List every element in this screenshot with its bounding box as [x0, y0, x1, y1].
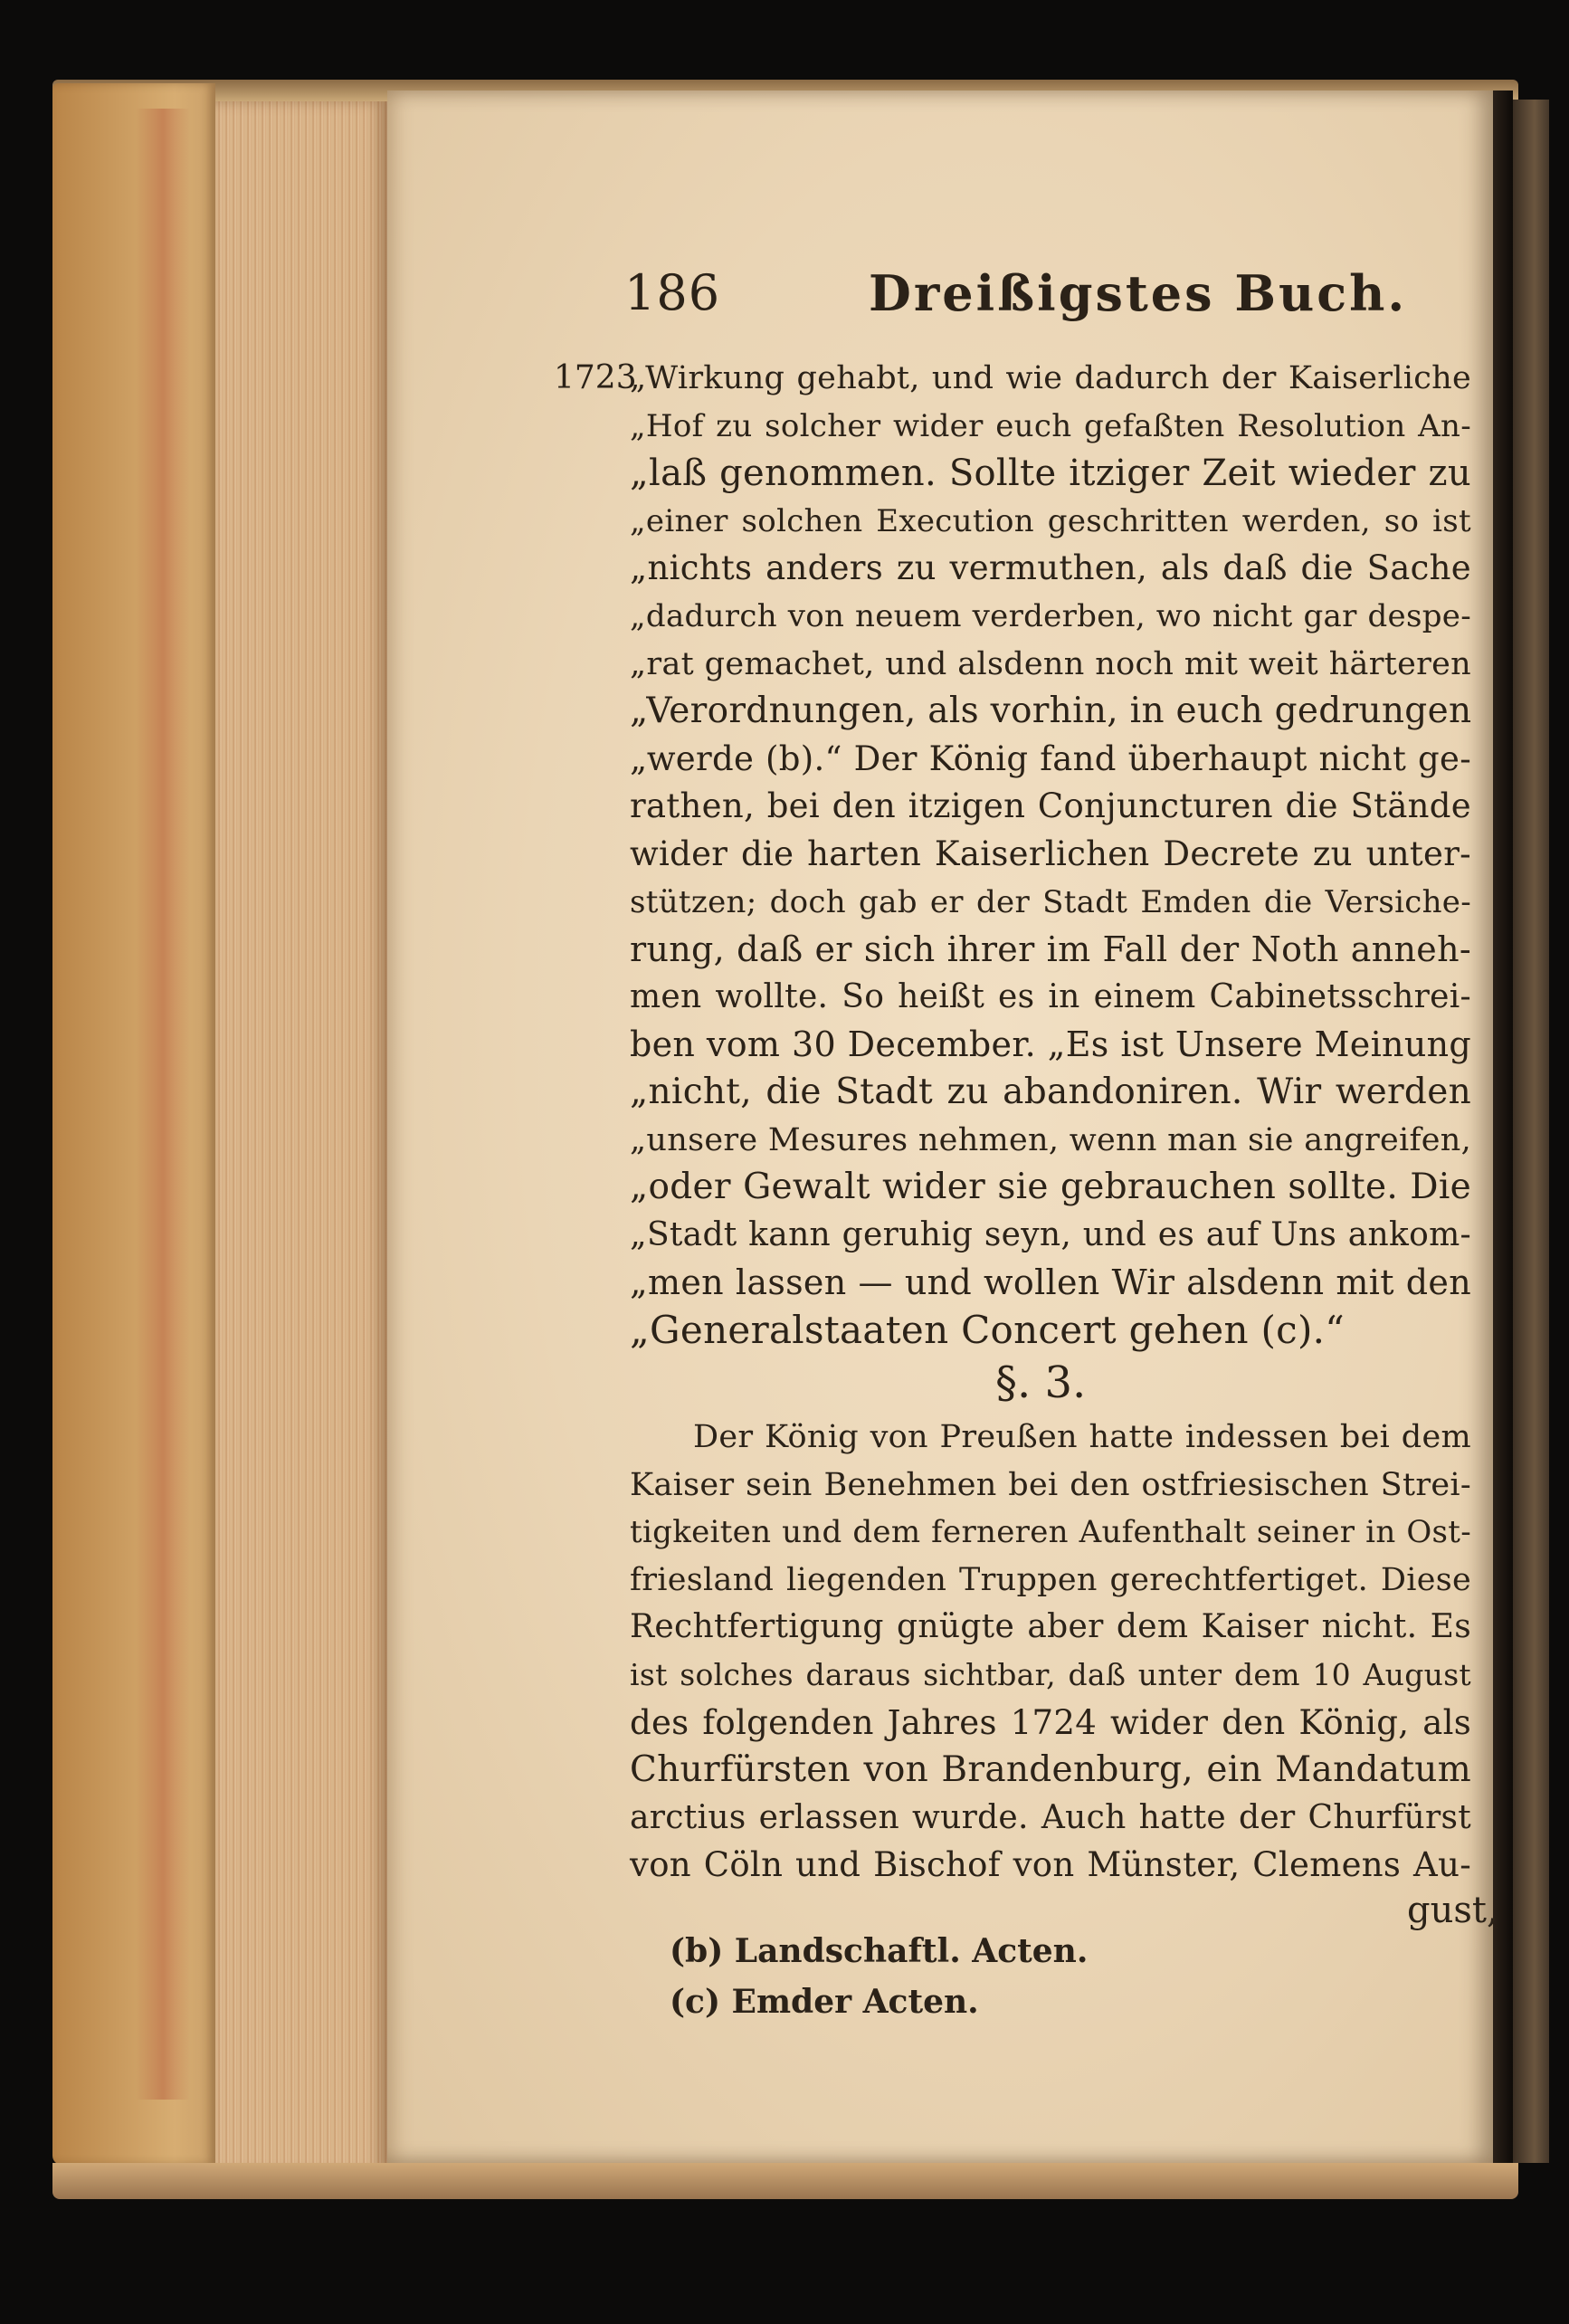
text-line: „rat gemachet, und alsdenn noch mit weit härteren: [630, 645, 1471, 682]
page-block-edges: [215, 101, 387, 2174]
text-line: ben vom 30 December. „Es ist Unsere Meinung: [630, 1024, 1471, 1065]
text-line: Kaiser sein Benehmen bei den ostfriesischen Strei-: [630, 1466, 1471, 1503]
section-mark: §. 3.: [995, 1357, 1087, 1408]
text-line: von Cöln und Bischof von Münster, Clemens Au-: [630, 1845, 1471, 1885]
text-line: rathen, bei den itzigen Conjuncturen die Stände: [630, 786, 1471, 826]
footnote: (b) Landschaftl. Acten.: [670, 1932, 1089, 1970]
text-line: „werde (b).“ Der König fand überhaupt nicht ge-: [630, 738, 1471, 778]
running-title: Dreißigstes Buch.: [869, 264, 1408, 322]
text-line: rung, daß er sich ihrer im Fall der Noth anneh-: [630, 929, 1471, 970]
text-line: tigkeiten und dem ferneren Aufenthalt seiner in Ost-: [630, 1514, 1471, 1551]
text-line: stützen; doch gab er der Stadt Emden die Versiche-: [630, 883, 1471, 920]
footnote: (c) Emder Acten.: [670, 1983, 979, 2021]
text-line: „dadurch von neuem verderben, wo nicht gar despe-: [630, 597, 1471, 634]
text-line: „laß genommen. Sollte itziger Zeit wieder zu: [630, 452, 1471, 495]
cover-stain: [136, 109, 190, 2100]
cover-bottom-edge: [52, 2163, 1518, 2199]
text-line: wider die harten Kaiserlichen Decrete zu unter-: [630, 833, 1471, 873]
text-line: men wollte. So heißt es in einem Cabinetsschrei-: [630, 977, 1471, 1015]
text-line: „Stadt kann geruhig seyn, und es auf Uns ankom-: [630, 1215, 1471, 1253]
text-line: „men lassen — und wollen Wir alsdenn mit den: [630, 1262, 1471, 1303]
text-line: „oder Gewalt wider sie gebrauchen sollte. Die: [630, 1167, 1471, 1208]
text-line: Churfürsten von Brandenburg, ein Mandatum: [630, 1749, 1471, 1791]
text-line: „Hof zu solcher wider euch gefaßten Resolution An-: [630, 407, 1471, 444]
text-line: friesland liegenden Truppen gerechtfertiget. Diese: [630, 1561, 1471, 1598]
text-line: „nicht, die Stadt zu abandoniren. Wir werden: [630, 1071, 1471, 1112]
book-cover: [52, 83, 215, 2165]
text-line: Rechtfertigung gnügte aber dem Kaiser nicht. Es: [630, 1608, 1471, 1646]
text-line: des folgenden Jahres 1724 wider den König, als: [630, 1702, 1471, 1742]
text-line: „Verordnungen, als vorhin, in euch gedrungen: [630, 691, 1472, 732]
footnotes: [670, 1926, 1088, 2027]
text-line: „unsere Mesures nehmen, wenn man sie angreifen,: [630, 1121, 1472, 1158]
text-line: „einer solchen Execution geschritten werden, so ist: [630, 502, 1471, 539]
page-gutter: [1493, 90, 1513, 2172]
catchword: gust,: [1407, 1890, 1498, 1931]
margin-year-text: 1723: [554, 359, 637, 396]
text-line: arctius erlassen wurde. Auch hatte der Churfürst: [630, 1798, 1471, 1836]
text-line: „Generalstaaten Concert gehen (c).“: [630, 1307, 1346, 1352]
margin-year: [554, 355, 637, 403]
text-line: Der König von Preußen hatte indessen bei dem: [693, 1419, 1471, 1455]
text-line: ist solches daraus sichtbar, daß unter dem 10 August: [630, 1656, 1471, 1692]
page-number: 186: [624, 264, 721, 321]
text-line: „nichts anders zu vermuthen, als daß die Sache: [630, 548, 1471, 588]
paragraph-2: [630, 1414, 1471, 1890]
paragraph-1: [630, 355, 1471, 1354]
facing-page-edge: [1513, 100, 1549, 2163]
text-line: „Wirkung gehabt, und wie dadurch der Kaiserliche: [630, 360, 1471, 396]
